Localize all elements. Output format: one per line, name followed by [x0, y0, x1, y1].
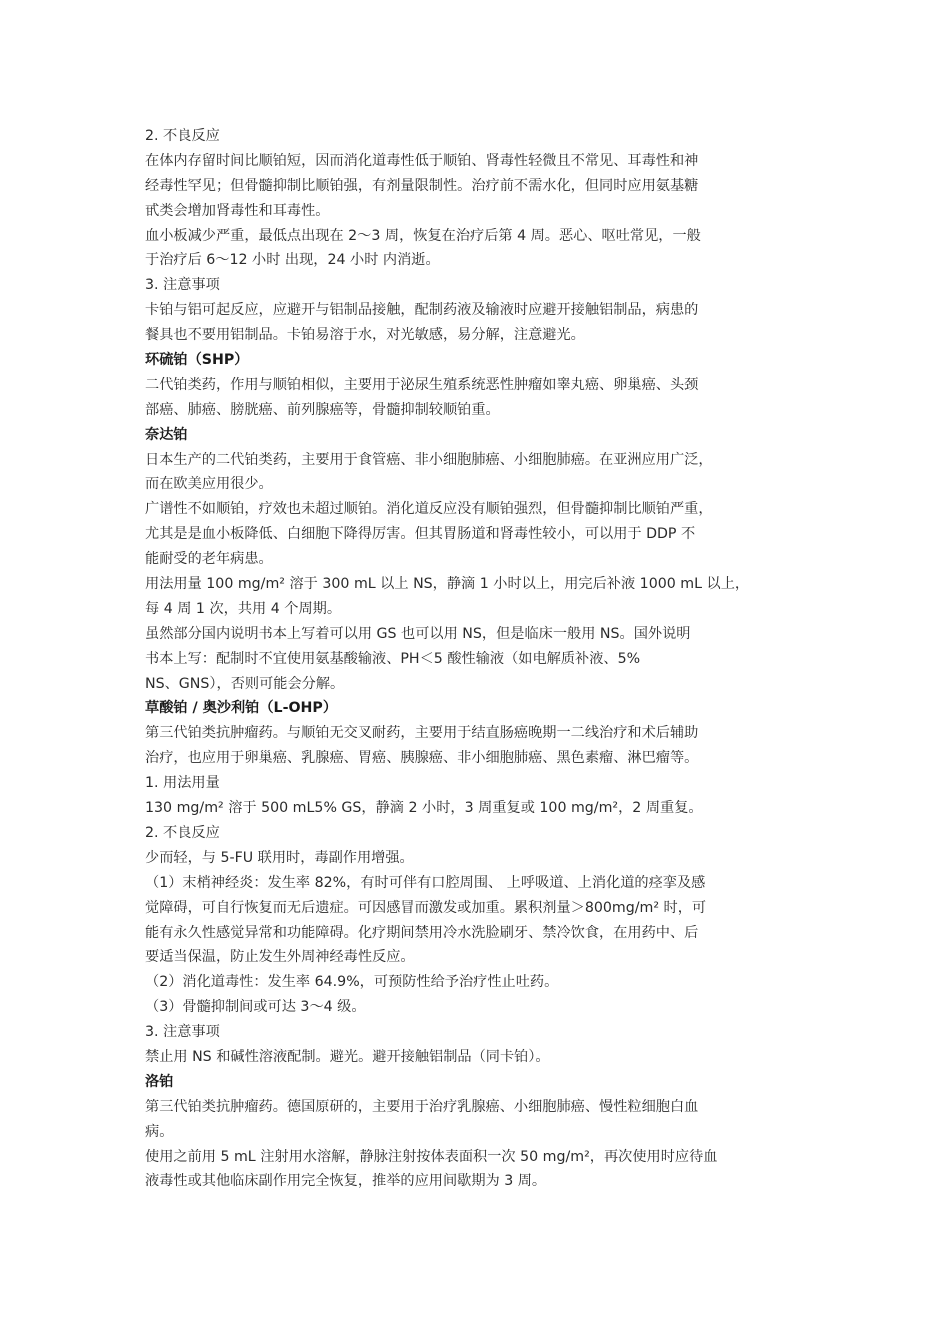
text-line: 禁止用 NS 和碱性溶液配制。避光。避开接触铝制品（同卡铂）。: [145, 1048, 550, 1065]
text-line: 日本生产的二代铂类药，主要用于食管癌、非小细胞肺癌、小细胞肺癌。在亚洲应用广泛，: [145, 451, 713, 468]
text-line: 用法用量 100 mg/m² 溶于 300 mL 以上 NS，静滴 1 小时以上，用完后补液 1000 mL 以上，: [145, 576, 750, 593]
text-line: 觉障碍，可自行恢复而无后遗症。可因感冒而激发或加重。累积剂量＞800mg/m² 时，可: [145, 899, 707, 916]
text-line: 第三代铂类抗肿瘤药。德国原研的，主要用于治疗乳腺癌、小细胞肺癌、慢性粒细胞白血: [145, 1098, 699, 1115]
text-line: 在体内存留时间比顺铂短，因而消化道毒性低于顺铂、肾毒性轻微且不常见、耳毒性和神: [145, 152, 699, 169]
text-line: 3. 注意事项: [145, 1024, 220, 1041]
text-line: 130 mg/m² 溶于 500 mL5% GS，静滴 2 小时，3 周重复或 100 mg/m²，2 周重复。: [145, 800, 703, 817]
section-heading: 环硫铂（SHP）: [145, 352, 249, 369]
text-line: 使用之前用 5 mL 注射用水溶解，静脉注射按体表面积一次 50 mg/m²，再次使用时应待血: [145, 1148, 718, 1165]
text-line: 液毒性或其他临床副作用完全恢复，推举的应用间歇期为 3 周。: [145, 1173, 547, 1190]
section-heading: 洛铂: [145, 1073, 174, 1090]
text-line: （1）末梢神经炎：发生率 82%，有时可伴有口腔周围、 上呼吸道、上消化道的痉挛及感: [145, 874, 706, 891]
text-line: 能有永久性感觉异常和功能障碍。化疗期间禁用冷水洗脸刷牙、禁冷饮食，在用药中、后: [145, 924, 699, 941]
text-line: 少而轻，与 5-FU 联用时，毒副作用增强。: [145, 849, 414, 866]
text-line: （2）消化道毒性：发生率 64.9%，可预防性给予治疗性止吐药。: [145, 974, 559, 991]
section-heading: 草酸铂 / 奥沙利铂（L-OHP）: [145, 700, 338, 717]
text-line: 能耐受的老年病患。: [145, 551, 273, 568]
text-line: NS、GNS），否则可能会分解。: [145, 675, 345, 692]
text-line: 而在欧美应用很少。: [145, 476, 273, 493]
text-line: 治疗，也应用于卵巢癌、乳腺癌、胃癌、胰腺癌、非小细胞肺癌、黑色素瘤、淋巴瘤等。: [145, 750, 699, 767]
text-line: 3. 注意事项: [145, 277, 220, 294]
text-line: 二代铂类药，作用与顺铂相似，主要用于泌尿生殖系统恶性肿瘤如睾丸癌、卵巢癌、头颈: [145, 376, 699, 393]
text-line: 部癌、肺癌、膀胱癌、前列腺癌等，骨髓抑制较顺铂重。: [145, 401, 500, 418]
document-body: [145, 124, 813, 1194]
text-line: （3）骨髓抑制间或可达 3～4 级。: [145, 999, 366, 1016]
text-line: 于治疗后 6～12 小时 出现，24 小时 内消逝。: [145, 252, 440, 269]
text-line: 1. 用法用量: [145, 775, 220, 792]
text-line: 每 4 周 1 次，共用 4 个周期。: [145, 600, 342, 617]
text-line: 2. 不良反应: [145, 128, 220, 144]
text-line: 2. 不良反应: [145, 824, 220, 841]
text-line: 经毒性罕见；但骨髓抑制比顺铂强，有剂量限制性。治疗前不需水化，但同时应用氨基糖: [145, 177, 699, 194]
text-line: 甙类会增加肾毒性和耳毒性。: [145, 202, 330, 219]
text-line: 血小板减少严重，最低点出现在 2～3 周，恢复在治疗后第 4 周。恶心、呕吐常见，一般: [145, 227, 701, 244]
text-line: 尤其是是血小板降低、白细胞下降得厉害。但其胃肠道和肾毒性较小，可以用于 DDP 不: [145, 526, 696, 543]
text-line: 病。: [145, 1123, 174, 1140]
text-line: 餐具也不要用铝制品。卡铂易溶于水，对光敏感，易分解，注意避光。: [145, 327, 585, 344]
section-heading: 奈达铂: [145, 426, 188, 443]
text-line: 虽然部分国内说明书本上写着可以用 GS 也可以用 NS，但是临床一般用 NS。国外说明: [145, 625, 691, 642]
text-line: 广谱性不如顺铂，疗效也未超过顺铂。消化道反应没有顺铂强烈，但骨髓抑制比顺铂严重，: [145, 501, 713, 518]
text-line: 卡铂与铝可起反应，应避开与铝制品接触，配制药液及输液时应避开接触铝制品，病患的: [145, 302, 699, 319]
text-line: 第三代铂类抗肿瘤药。与顺铂无交叉耐药，主要用于结直肠癌晚期一二线治疗和术后辅助: [145, 725, 699, 742]
text-line: 书本上写：配制时不宜使用氨基酸输液、PH＜5 酸性输液（如电解质补液、5%: [145, 650, 641, 667]
text-line: 要适当保温，防止发生外周神经毒性反应。: [145, 949, 415, 966]
